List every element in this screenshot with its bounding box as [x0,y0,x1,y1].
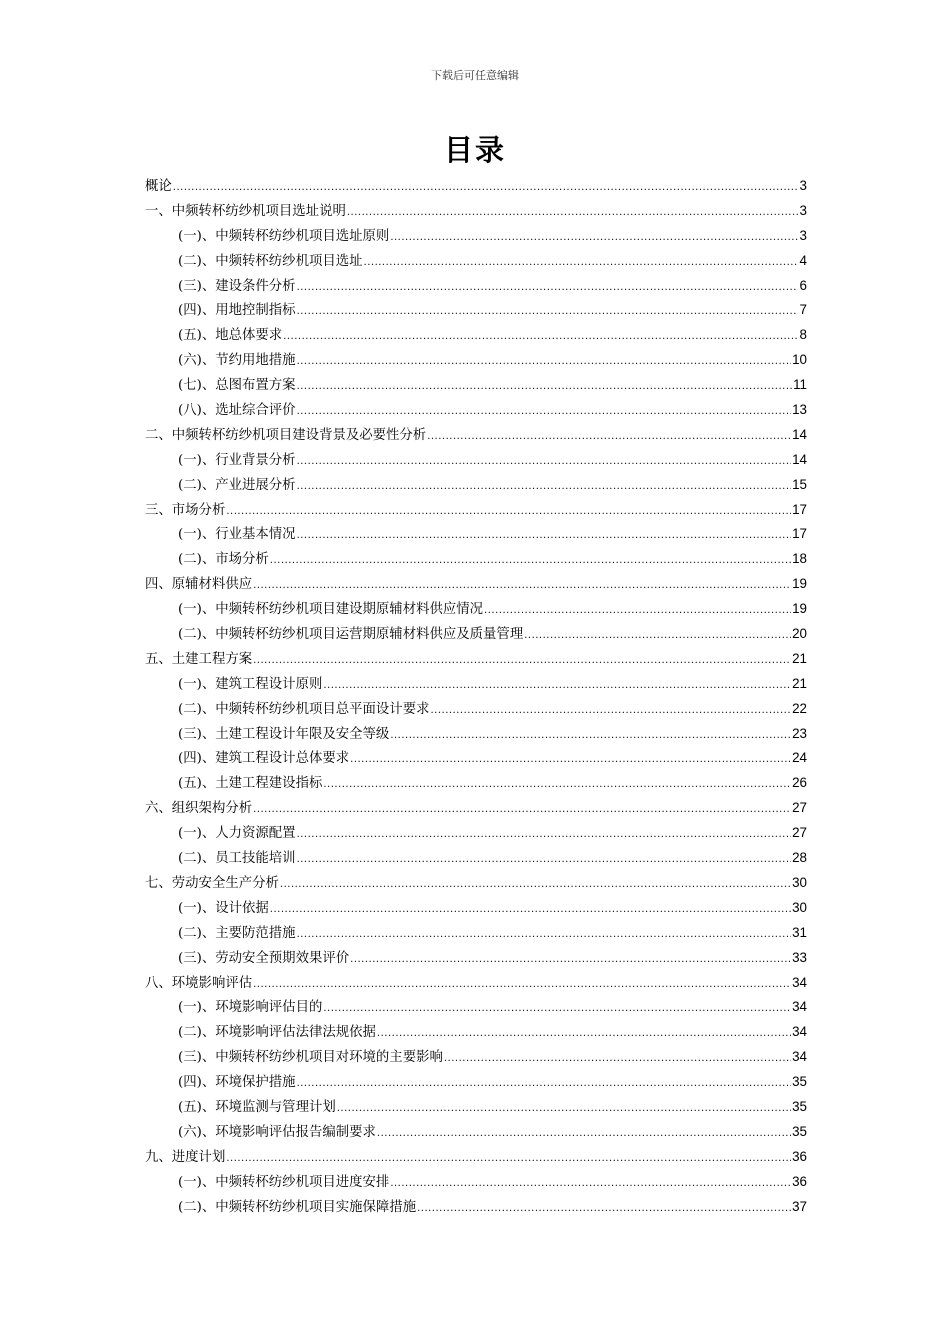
toc-entry-page-number: 28 [792,850,807,866]
toc-entry-label: 一、中频转杯纺纱机项目选址说明 [145,203,346,219]
toc-entry-label: (三)、土建工程设计年限及安全等级 [178,726,390,742]
toc-entry-label: 六、组织架构分析 [145,801,253,817]
dot-leader [297,822,792,848]
toc-entry[interactable] [145,722,807,747]
toc-entry-page-number: 17 [792,501,807,517]
dot-leader [253,573,791,599]
dot-leader [280,872,791,898]
dot-leader [377,1121,791,1147]
toc-entry[interactable] [145,274,807,299]
toc-entry-label: 概论 [145,179,172,194]
toc-entry-page-number: 30 [792,899,807,915]
toc-entry[interactable] [145,199,807,224]
dot-leader [377,1021,791,1047]
toc-entry[interactable] [145,298,807,323]
toc-entry-label: (四)、建筑工程设计总体要求 [178,751,350,767]
toc-entry-label: (二)、员工技能培训 [178,851,296,867]
dot-leader [253,797,791,823]
toc-entry-page-number: 3 [799,178,807,193]
dot-leader [253,648,791,674]
dot-leader [297,449,792,475]
toc-entry-label: (三)、中频转杯纺纱机项目对环境的主要影响 [178,1050,443,1066]
toc-entry-page-number: 17 [792,526,807,542]
toc-entry[interactable] [145,1120,807,1145]
toc-entry-page-number: 10 [792,352,807,368]
toc-entry-label: (五)、土建工程建设指标 [178,776,323,792]
dot-leader [297,474,792,500]
toc-entry-label: (四)、用地控制指标 [178,303,296,319]
toc-entry-page-number: 27 [792,825,807,841]
toc-entry-page-number: 35 [792,1074,807,1090]
toc-entry-page-number: 23 [792,725,807,741]
toc-entry[interactable] [145,498,807,523]
toc-entry-label: (六)、环境影响评估报告编制要求 [178,1124,376,1140]
toc-entry-label: (二)、中频转杯纺纱机项目总平面设计要求 [178,701,430,717]
dot-leader [297,349,792,375]
toc-entry[interactable] [145,174,807,199]
dot-leader [337,1096,791,1122]
dot-leader [297,847,792,873]
dot-leader [390,1171,791,1197]
toc-entry-label: (五)、环境监测与管理计划 [178,1099,336,1115]
toc-entry-page-number: 36 [792,1148,807,1164]
toc-entry-label: (八)、选址综合评价 [178,403,296,419]
toc-entry[interactable] [145,323,807,348]
dot-leader [417,1196,791,1222]
toc-entry-page-number: 35 [792,1098,807,1114]
toc-entry-label: 四、原辅材料供应 [145,577,253,593]
dot-leader [390,723,791,749]
toc-entry[interactable] [145,647,807,672]
toc-entry-page-number: 33 [792,949,807,965]
toc-entry[interactable] [145,896,807,921]
toc-entry-page-number: 34 [792,1024,807,1040]
toc-entry-page-number: 18 [792,551,807,567]
toc-entry[interactable] [145,448,807,473]
toc-entry-page-number: 6 [799,277,807,293]
toc-entry[interactable] [145,373,807,398]
dot-leader [283,324,798,350]
toc-entry-label: (二)、环境影响评估法律法规依据 [178,1025,376,1041]
toc-entry-label: 七、劳动安全生产分析 [145,875,279,891]
toc-entry-page-number: 35 [792,1123,807,1139]
toc-entry-label: (一)、行业背景分析 [178,452,296,468]
toc-entry-label: (六)、节约用地措施 [178,353,296,369]
toc-entry-label: (二)、主要防范措施 [178,925,296,941]
toc-entry-label: (一)、人力资源配置 [178,826,296,842]
dot-leader [173,175,798,201]
toc-entry[interactable] [145,821,807,846]
toc-entry[interactable] [145,1145,807,1170]
toc-entry-label: (二)、产业进展分析 [178,477,296,493]
toc-entry[interactable] [145,771,807,796]
toc-entry-page-number: 14 [792,426,807,442]
toc-entry-label: 二、中频转杯纺纱机项目建设背景及必要性分析 [145,427,427,443]
toc-entry-label: 五、土建工程方案 [145,651,253,667]
toc-entry-label: (四)、环境保护措施 [178,1075,296,1091]
toc-entry-label: (七)、总图布置方案 [178,378,296,394]
dot-leader [270,897,791,923]
toc-entry[interactable] [145,846,807,871]
toc-entry-page-number: 31 [792,924,807,940]
toc-entry-label: (五)、地总体要求 [178,328,283,344]
toc-entry-label: (一)、中频转杯纺纱机项目进度安排 [178,1174,390,1190]
toc-entry-page-number: 37 [792,1198,807,1214]
toc-entry-page-number: 22 [792,700,807,716]
toc-entry[interactable] [145,572,807,597]
toc-entry[interactable] [145,1045,807,1070]
dot-leader [297,299,798,325]
dot-leader [297,922,792,948]
toc-entry-page-number: 34 [792,999,807,1015]
dot-leader [323,673,791,699]
dot-leader [484,598,791,624]
dot-leader [270,548,791,574]
toc-entry-page-number: 36 [792,1173,807,1189]
toc-entry-page-number: 8 [799,327,807,343]
toc-entry-label: (二)、中频转杯纺纱机项目选址 [178,253,363,269]
toc-entry[interactable] [145,622,807,647]
dot-leader [350,947,791,973]
toc-entry-page-number: 27 [792,800,807,816]
toc-entry-label: 九、进度计划 [145,1149,226,1165]
toc-entry[interactable] [145,473,807,498]
toc-entry-page-number: 11 [793,377,807,393]
toc-entry-page-number: 3 [799,202,807,218]
toc-entry[interactable] [145,1195,807,1220]
toc-entry[interactable] [145,1020,807,1045]
toc-entry-page-number: 7 [799,302,807,318]
dot-leader [524,623,791,649]
dot-leader [297,275,798,301]
dot-leader [253,972,791,998]
toc-entry[interactable] [145,796,807,821]
dot-leader [323,996,791,1022]
toc-entry[interactable] [145,547,807,572]
toc-entry-page-number: 24 [792,750,807,766]
toc-entry[interactable] [145,1070,807,1095]
toc-title: 目录 [443,133,506,167]
toc-entry[interactable] [145,249,807,274]
toc-entry[interactable] [145,423,807,448]
toc-entry-label: (一)、行业基本情况 [178,527,296,543]
dot-leader [297,399,792,425]
dot-leader [226,499,791,525]
dot-leader [347,200,798,226]
toc-entry[interactable] [145,672,807,697]
toc-entry-page-number: 4 [799,252,807,268]
dot-leader [297,374,793,400]
toc-entry[interactable] [145,398,807,423]
toc-entry-page-number: 3 [799,227,807,243]
toc-entry-label: 八、环境影响评估 [145,975,253,991]
dot-leader [297,523,792,549]
toc-entry[interactable] [145,871,807,896]
toc-entry[interactable] [145,597,807,622]
toc-entry-page-number: 21 [792,675,807,691]
table-of-contents [145,174,807,1219]
toc-entry[interactable] [145,697,807,722]
toc-entry-label: (一)、中频转杯纺纱机项目选址原则 [178,228,390,244]
dot-leader [390,225,798,251]
toc-entry-label: (一)、中频转杯纺纱机项目建设期原辅材料供应情况 [178,602,484,618]
toc-entry-label: (二)、中频转杯纺纱机项目运营期原辅材料供应及质量管理 [178,627,524,643]
toc-entry-label: (二)、市场分析 [178,552,269,568]
toc-entry-page-number: 20 [792,626,807,642]
dot-leader [427,424,791,450]
dot-leader [323,772,791,798]
toc-entry-page-number: 34 [792,1049,807,1065]
dot-leader [350,747,791,773]
toc-entry-page-number: 14 [792,451,807,467]
dot-leader [430,698,791,724]
toc-entry-label: 三、市场分析 [145,502,226,518]
toc-entry-label: (二)、中频转杯纺纱机项目实施保障措施 [178,1199,417,1215]
toc-entry[interactable] [145,946,807,971]
dot-leader [444,1046,791,1072]
dot-leader [297,1071,792,1097]
toc-entry-page-number: 34 [792,974,807,990]
toc-entry[interactable] [145,224,807,249]
toc-entry[interactable] [145,921,807,946]
toc-entry-page-number: 30 [792,874,807,890]
dot-leader [364,250,798,276]
dot-leader [226,1146,791,1172]
toc-entry[interactable] [145,348,807,373]
toc-entry-page-number: 15 [792,476,807,492]
toc-entry-label: (三)、劳动安全预期效果评价 [178,950,350,966]
toc-entry[interactable] [145,971,807,996]
toc-entry[interactable] [145,746,807,771]
header-note: 下载后可任意编辑 [431,69,519,82]
toc-entry-page-number: 19 [792,576,807,592]
toc-entry-label: (一)、建筑工程设计原则 [178,676,323,692]
toc-entry-page-number: 13 [792,402,807,418]
toc-entry-page-number: 21 [792,650,807,666]
toc-entry[interactable] [145,1095,807,1120]
toc-entry-page-number: 19 [792,601,807,617]
toc-entry-label: (一)、环境影响评估目的 [178,1000,323,1016]
toc-entry[interactable] [145,522,807,547]
toc-entry-label: (一)、设计依据 [178,900,269,916]
toc-entry-page-number: 26 [792,775,807,791]
toc-entry-label: (三)、建设条件分析 [178,278,296,294]
toc-entry[interactable] [145,995,807,1020]
toc-entry[interactable] [145,1170,807,1195]
